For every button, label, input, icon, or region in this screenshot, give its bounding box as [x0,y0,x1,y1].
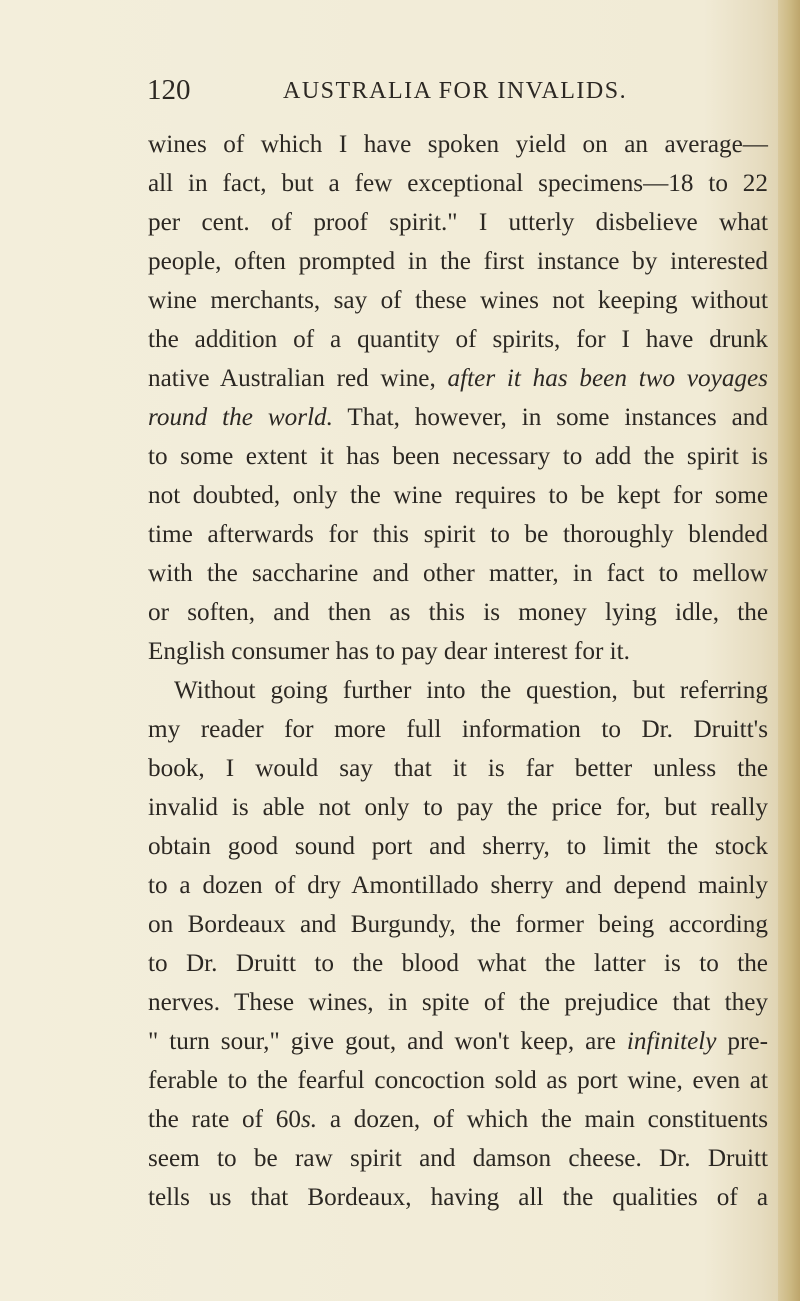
text-line: on Bordeaux and Burgundy, the former being according [148,911,768,938]
text-run: a dozen, of which the main constituents [317,1106,768,1133]
text-line: all in fact, but a few exceptional specimens—18 to 22 [148,170,768,197]
italic-run: s. [300,1106,318,1133]
text-line: book, I would say that it is far better unless the [148,755,768,782]
text-line: people, often prompted in the first instance by interested [148,248,768,275]
text-line: ferable to the fearful concoction sold as port wine, even at [148,1067,768,1094]
text-line [148,359,768,398]
text-line: Without going further into the question, but referring [174,677,768,704]
text-line: per cent. of proof spirit." I utterly disbelieve what [148,209,768,236]
text-run: That, however, in some instances and [332,404,768,431]
text-line: to a dozen of dry Amontillado sherry and depend mainly [148,872,768,899]
page-edge [778,0,800,1301]
text-line: the addition of a quantity of spirits, for I have drunk [148,326,768,353]
body-text [148,125,768,1217]
italic-run: round the world. [148,404,333,431]
text-line [148,1100,768,1139]
text-run: " turn sour," give gout, and won't keep, are [148,1028,627,1055]
running-title: AUSTRALIA FOR INVALIDS. [283,78,628,104]
text-line: tells us that Bordeaux, having all the qualities of a [148,1184,768,1211]
text-line: my reader for more full information to Dr. Druitt's [148,716,768,743]
page-number: 120 [147,74,191,106]
text-line: wines of which I have spoken yield on an average— [148,131,768,158]
text-line: to Dr. Druitt to the blood what the latter is to the [148,950,768,977]
text-line [148,1022,768,1061]
text-line [148,398,768,437]
text-line: obtain good sound port and sherry, to limit the stock [148,833,768,860]
text-line: nerves. These wines, in spite of the prejudice that they [148,989,768,1016]
text-line: or soften, and then as this is money lying idle, the [148,599,768,626]
text-line: not doubted, only the wine requires to be kept for some [148,482,768,509]
text-run: native Australian red wine, [148,365,448,392]
running-head [147,74,756,114]
italic-run: infinitely [626,1028,717,1055]
text-line: wine merchants, say of these wines not keeping without [148,287,768,314]
text-line: time afterwards for this spirit to be thoroughly blended [148,521,768,548]
text-line: seem to be raw spirit and damson cheese. Dr. Druitt [148,1145,768,1172]
text-line: invalid is able not only to pay the price for, but really [148,794,768,821]
text-line: English consumer has to pay dear interest for it. [148,638,630,665]
text-line: to some extent it has been necessary to add the spirit is [148,443,768,470]
italic-run: after it has been two voyages [447,365,768,392]
text-run: pre- [716,1028,768,1055]
text-run: the rate of 60 [148,1106,301,1133]
text-line: with the saccharine and other matter, in fact to mellow [148,560,768,587]
